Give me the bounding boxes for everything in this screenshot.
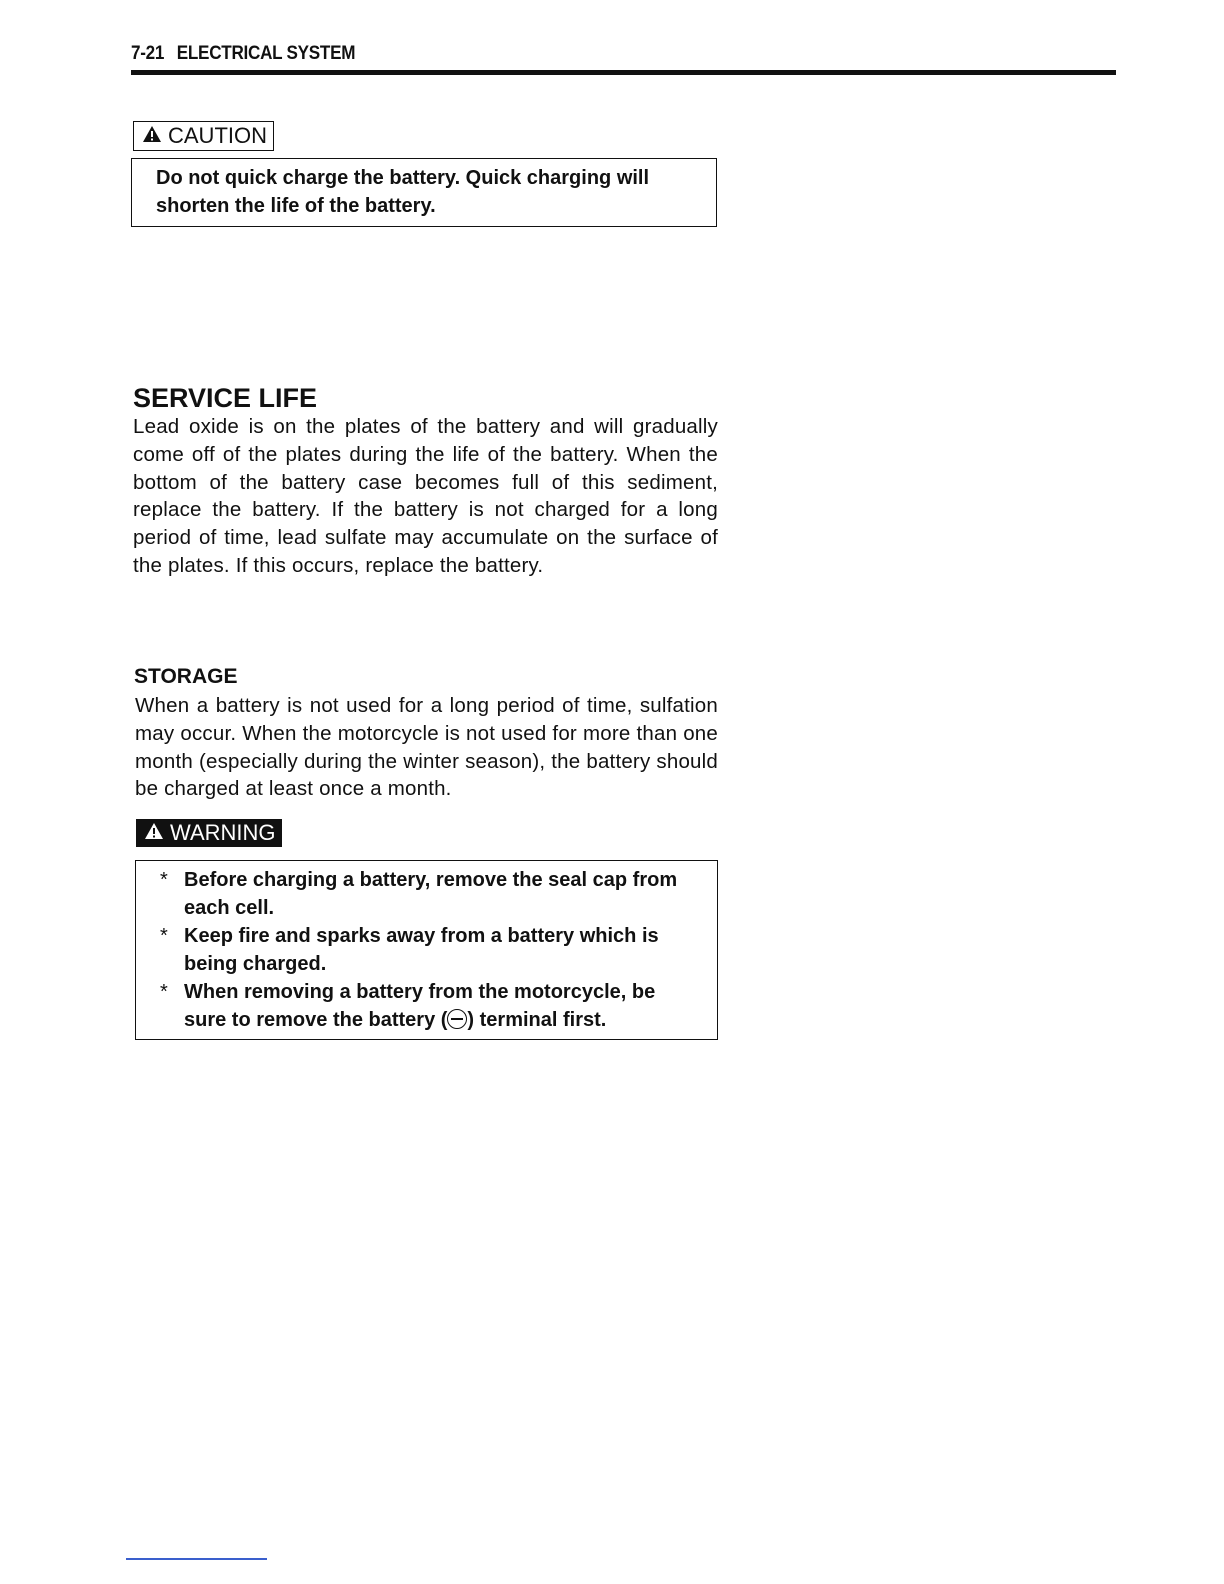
warning-label	[136, 819, 282, 847]
caution-label	[133, 121, 274, 151]
warning-triangle-icon	[144, 820, 164, 846]
warning-item: * When removing a battery from the motorcycle, be sure to remove the battery ( ) terminal first.	[160, 978, 697, 1034]
minus-circle-icon	[447, 1009, 467, 1029]
caution-label-text: CAUTION	[168, 123, 267, 148]
bullet-asterisk: *	[160, 981, 168, 1003]
caution-box	[131, 158, 717, 227]
caution-text: Do not quick charge the battery. Quick charging will shorten the life of the battery.	[156, 167, 650, 217]
warning-label-text: WARNING	[170, 820, 276, 845]
warning-box	[135, 860, 718, 1040]
page-number: 7-21	[131, 43, 165, 64]
service-life-text: Lead oxide is on the plates of the battery and will gradually come off of the plates during the life of the battery. When the bottom of the battery case becomes full of this sediment, replace the battery. If the battery is not charged for a long period of time, lead sulfate may accumulate on the surface of the plates. If this occurs, replace the battery.	[133, 415, 718, 577]
warning-triangle-icon	[142, 123, 162, 149]
warning-item-text: When removing a battery from the motorcycle, be sure to remove the battery	[184, 981, 656, 1031]
warning-list	[160, 866, 697, 1034]
header-rule	[131, 70, 1116, 75]
page-header	[131, 43, 355, 65]
bullet-asterisk: *	[160, 925, 168, 947]
storage-title: STORAGE	[134, 665, 238, 688]
warning-item	[160, 866, 697, 922]
warning-item	[160, 922, 697, 978]
section-name: ELECTRICAL SYSTEM	[176, 43, 356, 64]
storage-text: When a battery is not used for a long period of time, sulfation may occur. When the motorcycle is not used for more than one month (especially during the winter season), the battery should be charged at least once a month.	[135, 694, 718, 801]
service-life-title: SERVICE LIFE	[133, 383, 318, 413]
warning-item-text: Before charging a battery, remove the seal cap from each cell.	[184, 869, 678, 919]
warning-item-text: Keep fire and sparks away from a battery which is being charged.	[184, 925, 659, 975]
footer-rule	[126, 1558, 267, 1560]
bullet-asterisk: *	[160, 869, 168, 891]
warning-item-suffix: terminal first.	[479, 1009, 607, 1031]
